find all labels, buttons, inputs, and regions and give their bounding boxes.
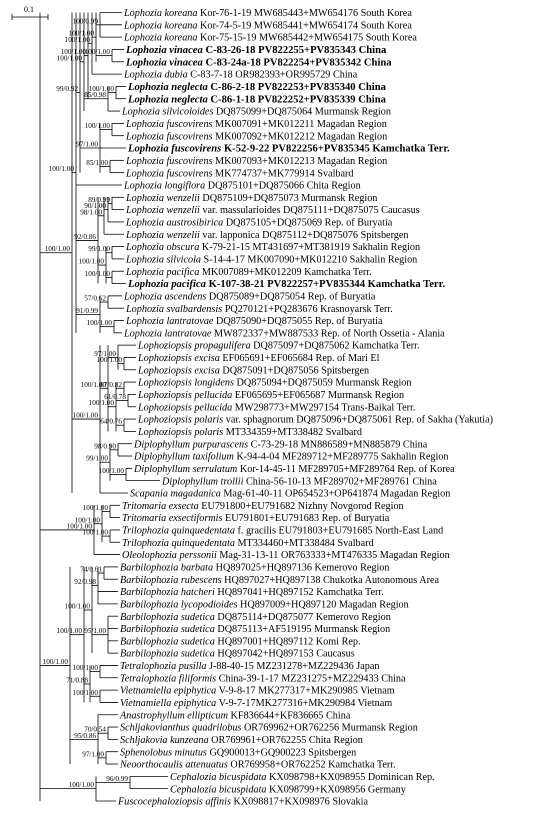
taxon-voucher: K-107-38-21 PV822257+PV835344 Kamchatka Terr. [205, 279, 445, 291]
taxon-species-name: Cephalozia bicuspidata [170, 771, 267, 783]
support-value: 100/1.00 [84, 269, 110, 278]
support-value: 85/1.00 [86, 159, 108, 167]
taxon-label [130, 489, 450, 500]
taxon-species-name: Barbilophozia sudetica [120, 611, 215, 623]
taxon-voucher: OR769958+OR762252 Kamchatka Terr. [227, 759, 396, 771]
taxon-label [125, 255, 417, 266]
support-value: 57/0.62 [84, 294, 106, 303]
support-value: 64/0.76 [100, 417, 122, 426]
taxon-label [133, 452, 448, 463]
taxon-species-name: Lophozia pacifica [126, 266, 200, 278]
taxon-label [137, 341, 420, 352]
taxon-voucher: KX098817+KX098976 Slovakia [230, 796, 368, 808]
taxon-voucher: DQ875094+DQ875059 Murmansk Region [233, 377, 412, 389]
taxon-voucher: Mag-31-13-11 OR763333+MT476335 Magadan Region [216, 550, 450, 562]
taxon-species-name: Tetralophozia filiformis [120, 673, 217, 685]
taxon-voucher: HQ897042+HQ897153 Caucasus [214, 648, 355, 660]
support-value: 100/1.00 [64, 602, 90, 611]
taxon-voucher: PQ270121+PQ283676 Krasnoyarsk Terr. [222, 303, 393, 315]
taxon-species-name: Tritomaria exsecta [122, 500, 199, 512]
taxon-label [117, 797, 368, 808]
taxon-species-name: Lophoziopsis polaris [138, 426, 224, 438]
support-value: 100/1.00 [84, 48, 110, 57]
taxon-species-name: Lophozia lantratovae [126, 316, 214, 328]
support-value: 99/1.00 [88, 245, 110, 254]
taxon-species-name: Lophozia wenzelii [126, 192, 200, 204]
taxon-voucher: var. lapponica DQ875112+DQ875076 Spitsbergen [199, 229, 409, 241]
taxon-label [125, 193, 377, 204]
taxon-voucher: EU791801+EU791683 Rep. of Buryatia [222, 513, 390, 525]
taxon-species-name: Lophozia dubia [124, 69, 188, 81]
taxon-voucher: J-88-40-15 MZ231278+MZ229436 Japan [206, 661, 380, 673]
taxon-species-name: Lophoziopsis pellucida [138, 390, 233, 402]
taxon-voucher: DQ875097+DQ875062 Kamchatka Terr. [250, 340, 420, 352]
taxon-species-name: Lophozia vinacea [126, 57, 203, 69]
taxon-voucher: EF065691+EF065684 Rep. of Mari El [219, 353, 380, 365]
taxon-label [127, 279, 445, 290]
taxon-voucher: HQ897027+HQ897138 Chukotka Autonomous Area [221, 574, 440, 586]
taxon-label [137, 378, 411, 389]
support-value: 97/1.00 [82, 750, 104, 759]
taxon-label [120, 563, 390, 574]
taxon-voucher: EU791800+EU791682 Nizhny Novgorod Region [198, 500, 404, 512]
taxon-label [125, 304, 393, 315]
taxon-label [133, 464, 455, 475]
taxon-label [123, 291, 376, 302]
support-value: 100/1.00 [68, 781, 94, 790]
taxon-species-name: Lophoziopsis excisa [138, 353, 220, 365]
support-value: 100/1.00 [86, 319, 112, 328]
taxon-label [125, 168, 354, 179]
taxon-label [120, 735, 363, 746]
taxon-voucher: MK007091+MK012211 Magadan Region [212, 118, 387, 130]
taxon-species-name: Lophozia neglecta [128, 94, 208, 106]
taxon-voucher: MK774737+MK779914 Svalbard [212, 168, 354, 180]
support-values [43, 17, 129, 789]
support-value: 85/0.98 [84, 91, 106, 100]
taxon-voucher: DQ875099+DQ875064 Murmansk Region [213, 106, 391, 118]
taxon-species-name: Cephalozia bicuspidata [170, 784, 267, 796]
taxon-species-name: Scapania magadanica [130, 488, 221, 500]
taxon-label [123, 70, 358, 81]
taxon-voucher: MW298773+MW297154 Trans-Baikal Terr. [232, 402, 416, 414]
taxon-voucher: K-94-4-04 MF289712+MF289775 Sakhalin Region [233, 451, 449, 463]
support-value: 100/1.00 [44, 245, 70, 254]
taxon-label [137, 402, 415, 413]
taxon-label [137, 353, 380, 364]
taxon-voucher: DQ875089+DQ875054 Rep. of Buryatia [206, 291, 376, 303]
taxon-species-name: Lophozia fuscovirens [126, 118, 213, 130]
support-value: 99/1.00 [86, 454, 108, 463]
taxon-voucher: DQ875114+DQ875077 Kemerovo Region [214, 611, 391, 623]
support-value: 100/1.00 [84, 122, 110, 131]
taxon-label [125, 156, 387, 167]
taxon-voucher: Mag-61-40-11 OP654523+OP641874 Magadan Region [220, 488, 451, 500]
support-value: 100/1.00 [82, 528, 108, 537]
taxon-species-name: Anastrophyllum ellipticum [120, 710, 228, 722]
taxon-species-name: Diplophyllum trollii [162, 476, 244, 488]
taxon-species-name: Lophozia fuscovirens [128, 143, 222, 155]
scale-bar [12, 5, 48, 20]
taxon-species-name: Tritomaria exsectiformis [122, 513, 223, 525]
taxon-label [123, 20, 412, 31]
taxon-species-name: Oleolophozia perssonii [122, 550, 217, 562]
taxon-voucher: HQ897009+HQ897120 Magadan Region [237, 599, 409, 611]
taxon-label [125, 205, 420, 216]
taxon-label [120, 624, 390, 635]
taxon-species-name: Barbilophozia rubescens [120, 574, 222, 586]
taxon-species-name: Lophozia lantratovae [124, 328, 212, 340]
support-value: 100/1.00 [60, 48, 86, 57]
support-value: 100/1.00 [64, 35, 90, 44]
taxon-voucher: OR769962+OR762256 Murmansk Region [241, 722, 418, 734]
taxon-label [123, 328, 445, 339]
taxon-species-name: Sphenolobus minutus [120, 747, 207, 759]
taxon-label [120, 587, 384, 598]
taxon-label [120, 698, 392, 709]
taxon-label [125, 57, 392, 68]
taxon-label [133, 439, 428, 450]
taxon-voucher: MT334460+MT338484 Svalbard [234, 537, 374, 549]
taxon-voucher: var. sphagnorum DQ875096+DQ875061 Rep. of Sakha (Yakutia) [223, 414, 494, 426]
taxon-voucher: MK007092+MK012212 Magadan Region [212, 131, 388, 143]
taxon-label [161, 476, 437, 487]
support-value: 100/1.00 [66, 522, 92, 531]
support-value: 90/1.00 [84, 202, 106, 211]
taxon-species-name: Vietnamiella epiphytica [120, 698, 217, 710]
taxon-voucher: KX098799+KX098956 Germany [266, 784, 406, 796]
taxon-label [120, 673, 406, 684]
taxon-species-name: Trilophozia quinquedentata [122, 525, 235, 537]
taxon-label [120, 661, 380, 672]
taxon-label [120, 599, 409, 610]
taxon-voucher: C-83-26-18 PV822255+PV835343 China [202, 45, 387, 57]
scale-bar-label: 0.1 [24, 5, 34, 14]
taxon-voucher: C-83-24a-18 PV822254+PV835342 China [202, 57, 392, 69]
support-value: 100/1.00 [82, 503, 108, 512]
taxon-label [170, 772, 435, 783]
taxon-species-name: Lophoziopsis pellucida [138, 402, 233, 414]
taxon-label [127, 144, 450, 155]
taxon-species-name: Lophoziopsis longidens [138, 377, 234, 389]
taxon-voucher: f. gracilis EU791803+EU791685 North-East Land [234, 525, 444, 537]
taxon-label [123, 33, 417, 44]
taxon-voucher: DQ875090+DQ875055 Rep. of Buryatia [213, 316, 383, 328]
taxon-label [120, 612, 391, 623]
taxon-species-name: Lophozia longiflora [124, 180, 206, 192]
taxon-voucher: V-9-7-17MK277316+MK290984 Vietnam [216, 698, 393, 710]
taxon-label [120, 723, 418, 734]
taxon-voucher: China-56-10-13 MF289702+MF289761 China [243, 476, 437, 488]
support-value: 71/0.88 [66, 676, 88, 685]
support-value: 100/1.00 [68, 29, 94, 38]
support-value: 97/1.00 [94, 349, 116, 358]
taxon-label [121, 107, 391, 118]
taxon-species-name: Trilophozia quinquedentata [122, 537, 235, 549]
taxon-species-name: Barbilophozia lycopodioides [120, 599, 238, 611]
tip-labels [117, 8, 493, 807]
taxon-species-name: Barbilophozia sudetica [120, 648, 215, 660]
taxon-species-name: Lophozia fuscovirens [126, 131, 213, 143]
taxon-species-name: Lophozia vinacea [126, 45, 203, 57]
support-value: 100/1.00 [80, 380, 106, 389]
taxon-label [125, 242, 420, 253]
taxon-label [125, 119, 387, 130]
taxon-species-name: Lophozia austrosibirica [126, 217, 224, 229]
support-value: 100/1.00 [72, 411, 98, 420]
support-value: 100/1.00 [72, 688, 98, 697]
taxon-label [120, 649, 355, 660]
taxon-voucher: C-83-7-18 OR982393+OR995729 China [187, 69, 358, 81]
taxon-label [119, 710, 351, 721]
taxon-voucher: EF065695+EF065687 Murmansk Region [232, 390, 405, 402]
taxon-voucher: GQ900013+GQ900223 Spitsbergen [206, 747, 357, 759]
taxon-species-name: Lophozia silvicoloides [122, 106, 214, 118]
taxon-label [170, 784, 407, 795]
taxon-label [127, 94, 387, 105]
taxon-label [122, 526, 443, 537]
taxon-label [120, 747, 356, 758]
taxon-label [137, 390, 404, 401]
taxon-label [125, 218, 393, 229]
taxon-species-name: Lophozia wenzelii [126, 205, 200, 217]
taxon-label [122, 550, 450, 561]
taxon-species-name: Tetralophozia pusilla [120, 661, 207, 673]
support-value: 99/0.92 [56, 85, 78, 94]
taxon-label [120, 686, 395, 697]
support-value: 100/1.00 [42, 657, 68, 666]
taxon-species-name: Lophoziopsis polaris [138, 414, 224, 426]
taxon-species-name: Schljakovia kunzeana [120, 734, 209, 746]
taxon-species-name: Diplophyllum taxifolium [134, 451, 234, 463]
support-value: 74/0.61 [80, 565, 102, 574]
taxon-species-name: Lophozia ascendens [124, 291, 207, 303]
taxon-voucher: KF836644+KF836665 China [228, 710, 351, 722]
support-value: 98/1.00 [80, 208, 102, 217]
taxon-species-name: Lophozia koreana [124, 20, 198, 32]
taxon-label [125, 131, 387, 142]
taxon-voucher: var. massularioides DQ875111+DQ875075 Caucasus [199, 205, 420, 217]
taxon-species-name: Lophozia svalbardensis [126, 303, 223, 315]
support-value: 100/1.00 [98, 467, 124, 475]
support-value: 100/1.00 [88, 85, 114, 94]
taxon-voucher: China-39-1-17 MZ231275+MZ229433 China [216, 673, 406, 685]
taxon-voucher: DQ875109+DQ875073 Murmansk Region [199, 192, 378, 204]
support-value: 61/0.78 [104, 393, 126, 402]
taxon-voucher: C-86-2-18 PV822253+PV835340 China [207, 82, 386, 94]
taxon-species-name: Diplophyllum purpurascens [134, 439, 249, 451]
taxon-voucher: OR769961+OR762255 Chita Region [208, 734, 363, 746]
taxon-voucher: HQ897001+HQ897112 Komi Rep. [214, 636, 361, 648]
taxon-label [125, 230, 409, 241]
taxon-voucher: HQ897041+HQ897152 Kamchatka Terr. [214, 587, 384, 599]
taxon-voucher: DQ875105+DQ875069 Rep. of Buryatia [223, 217, 393, 229]
taxon-label [125, 267, 372, 278]
taxon-species-name: Lophozia fuscovirens [126, 155, 213, 167]
taxon-species-name: Barbilophozia sudetica [120, 624, 215, 636]
taxon-voucher: Kor-14-45-11 MF289705+MF289764 Rep. of Korea [237, 463, 455, 475]
taxon-label [120, 575, 439, 586]
taxon-voucher: K-79-21-15 MT431697+MT381919 Sakhalin Region [199, 242, 421, 254]
support-value: 100/1.00 [48, 165, 74, 174]
taxon-voucher: V-9-8-17 MK277317+MK290985 Vietnam [216, 685, 395, 697]
support-value: 95/1.00 [84, 627, 106, 636]
taxon-species-name: Neoorthocaulis attenuatus [120, 759, 228, 771]
support-value: 100/1.00 [88, 399, 114, 408]
taxon-voucher: KX098798+KX098955 Dominican Rep. [266, 771, 435, 783]
support-value: 89/0.99 [88, 195, 110, 204]
taxon-voucher: S-14-4-17 MK007090+MK012210 Sakhalin Region [201, 254, 418, 266]
support-value: 96/0.99 [106, 775, 128, 783]
taxon-voucher: DQ875091+DQ875056 Spitsbergen [219, 365, 370, 377]
taxon-species-name: Lophozia obscura [126, 242, 200, 254]
taxon-species-name: Lophozia wenzelii [126, 229, 200, 241]
support-value: 91/0.99 [76, 306, 98, 315]
support-value: 100/1.00 [72, 664, 98, 673]
taxon-label [137, 427, 362, 438]
taxon-species-name: Diplophyllum serrulatum [134, 463, 238, 475]
support-value: 70/0.54 [84, 725, 106, 734]
taxon-species-name: Fuscocephaloziopsis affinis [118, 796, 231, 808]
taxon-voucher: K-52-9-22 PV822256+PV835345 Kamchatka Terr. [221, 143, 450, 155]
taxon-species-name: Lophozia neglecta [128, 82, 208, 94]
taxon-species-name: Vietnamiella epiphytica [120, 685, 217, 697]
taxon-voucher: Kor-74-5-19 MW685441+MW654174 South Korea [197, 20, 412, 32]
support-value: 100/1.00 [74, 516, 100, 525]
support-value: 92/0.98 [74, 577, 96, 586]
taxon-voucher: HQ897025+HQ897136 Kemerovo Region [213, 562, 390, 574]
taxon-species-name: Barbilophozia sudetica [120, 636, 215, 648]
taxon-voucher: MT334359+MT338482 Svalbard [223, 426, 362, 438]
taxon-label [120, 636, 361, 647]
taxon-label [137, 415, 493, 426]
support-value: 100/1.00 [56, 627, 82, 636]
taxon-species-name: Schljakovianthus quadrilobus [120, 722, 242, 734]
taxon-voucher: MK007089+MK012209 Kamchatka Terr. [199, 266, 372, 278]
taxon-voucher: MW872337+MW887533 Rep. of North Ossetia - Alania [211, 328, 445, 340]
taxon-label [123, 181, 361, 192]
support-value: 100/1.00 [78, 257, 104, 266]
taxon-species-name: Lophoziopsis excisa [138, 365, 220, 377]
taxon-label [125, 45, 387, 56]
taxon-voucher: DQ875101+DQ875066 Chita Region [205, 180, 361, 192]
support-value: 95/0.86 [74, 731, 96, 740]
taxon-species-name: Lophozia koreana [124, 32, 198, 44]
taxon-voucher: Kor-76-1-19 MW685443+MW654176 South Korea [197, 8, 412, 20]
taxon-label [122, 538, 374, 549]
support-value: 92/0.86 [74, 232, 96, 241]
taxon-label [122, 501, 404, 512]
taxon-label [119, 760, 396, 771]
taxon-voucher: C-73-29-18 MN886589+MN885879 China [248, 439, 428, 451]
taxon-label [127, 82, 387, 93]
support-value: 100/1.00 [96, 356, 122, 365]
taxon-species-name: Lophozia koreana [124, 8, 198, 20]
support-value: 87/0.82 [100, 380, 122, 389]
taxon-species-name: Lophoziopsis propagulifera [138, 340, 251, 352]
taxon-species-name: Barbilophozia barbata [120, 562, 214, 574]
taxon-species-name: Lophozia pacifica [128, 279, 206, 291]
support-value: 100/0.99 [72, 17, 98, 26]
taxon-species-name: Lophozia silvicola [126, 254, 201, 266]
taxon-voucher: MK007093+MK012213 Magadan Region [212, 155, 388, 167]
taxon-label [123, 8, 412, 19]
taxon-label [137, 365, 369, 376]
taxon-label [122, 513, 390, 524]
taxon-label [125, 316, 383, 327]
support-value: 98/0.90 [94, 442, 116, 451]
taxon-voucher: C-86-1-18 PV822252+PV835339 China [207, 94, 386, 106]
taxon-voucher: Kor-75-15-19 MW685442+MW654175 South Korea [197, 32, 417, 44]
taxon-voucher: DQ875113+AF519195 Murmansk Region [214, 624, 391, 636]
taxon-species-name: Lophozia fuscovirens [126, 168, 213, 180]
support-value: 100/1.00 [56, 54, 82, 63]
support-value: 97/1.00 [76, 140, 98, 149]
taxon-species-name: Barbilophozia hatcheri [120, 587, 215, 599]
